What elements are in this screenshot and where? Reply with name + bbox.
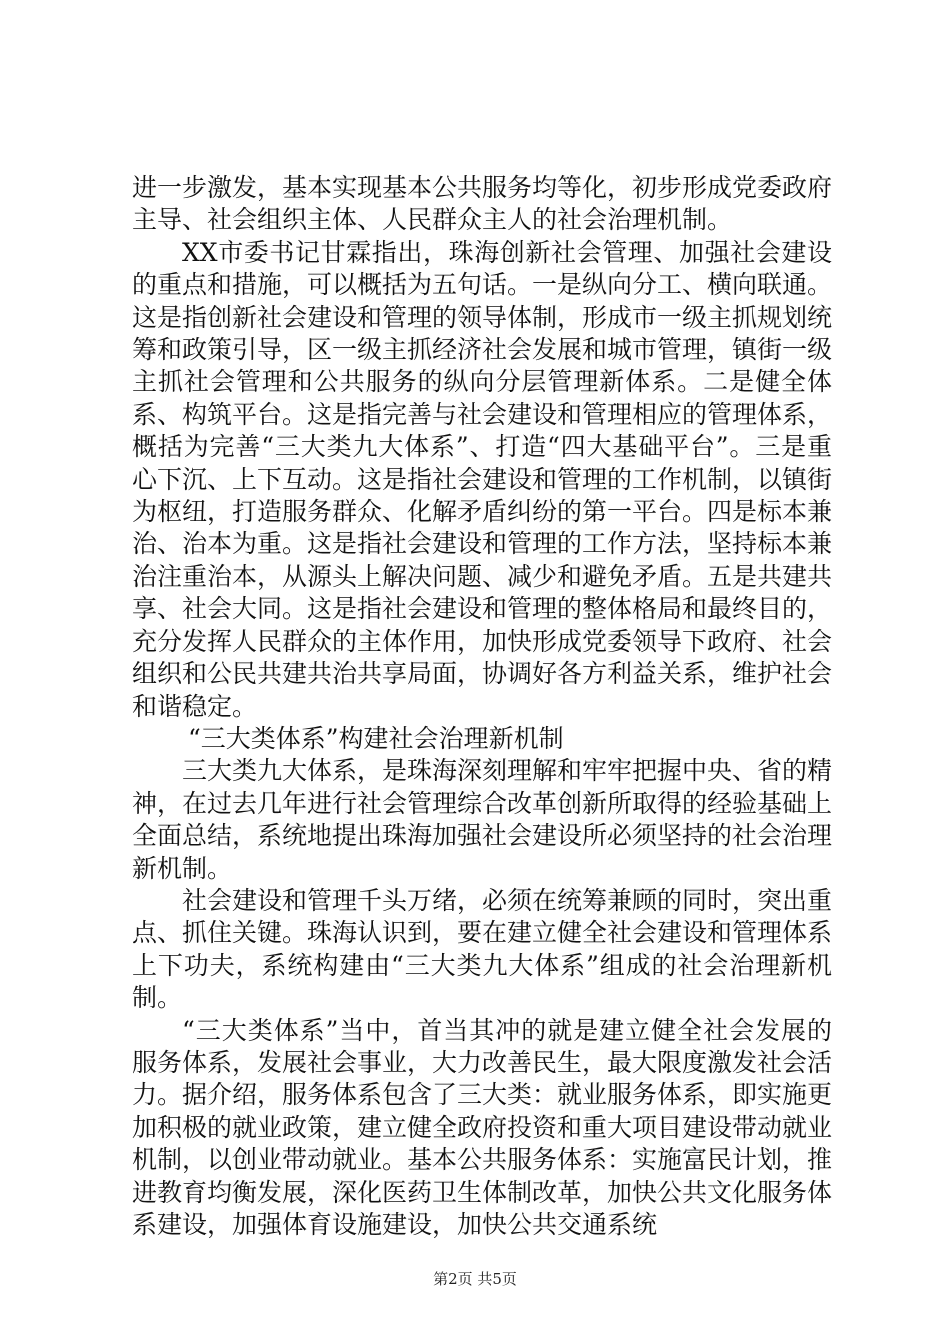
page-footer bbox=[0, 1268, 950, 1289]
section-heading: “三大类体系”构建社会治理新机制 bbox=[188, 723, 564, 753]
page-number-label: 第2页 共5页 bbox=[433, 1270, 517, 1288]
document-body bbox=[132, 172, 832, 1241]
paragraph-key-points: 社会建设和管理千头万绪，必须在统筹兼顾的同时，突出重点、抓住关键。珠海认识到，要在建立健全社会建设和管理体系上下功夫，系统构建由“三大类九大体系”组成的社会治理新机制。 bbox=[132, 885, 833, 1013]
paragraph-continuation: 进一步激发，基本实现基本公共服务均等化，初步形成党委政府主导、社会组织主体、人民群众主人的社会治理机制。 bbox=[132, 173, 833, 235]
paragraph-nine-systems: 三大类九大体系，是珠海深刻理解和牢牢把握中央、省的精神，在过去几年进行社会管理综合改革创新所取得的经验基础上全面总结，系统地提出珠海加强社会建设所必须坚持的社会治理新机制。 bbox=[132, 756, 833, 883]
paragraph-five-points: XX市委书记甘霖指出，珠海创新社会管理、加强社会建设的重点和措施，可以概括为五句话。一是纵向分工、横向联通。这是指创新社会建设和管理的领导体制，形成市一级主抓规划统筹和政策引导，区一级主抓经济社会发展和城市管理，镇街一级主抓社会管理和公共服务的纵向分层管理新体系。二是健全体系、构筑平台。这是指完善与社会建设和管理相应的管理体系，概括为完善“三大类九大体系”、打造“四大基础平台”。三是重心下沉、上下互动。这是指社会建设和管理的工作机制，以镇街为枢纽，打造服务群众、化解矛盾纠纷的第一平台。四是标本兼治、治本为重。这是指社会建设和管理的工作方法，坚持标本兼治注重治本，从源头上解决问题、减少和避免矛盾。五是共建共享、社会大同。这是指社会建设和管理的整体格局和最终目的，充分发挥人民群众的主体作用，加快形成党委领导下政府、社会组织和公民共建共治共享局面，协调好各方利益关系，维护社会和谐稳定。 bbox=[132, 237, 833, 721]
paragraph-service-system: “三大类体系”当中，首当其冲的就是建立健全社会发展的服务体系，发展社会事业，大力改善民生，最大限度激发社会活力。据介绍，服务体系包含了三大类：就业服务体系，即实施更加积极的就业政策，建立健全政府投资和重大项目建设带动就业机制，以创业带动就业。基本公共服务体系：实施富民计划，推进教育均衡发展，深化医药卫生体制改革，加快公共文化服务体系建设，加强体育设施建设，加快公共交通系统 bbox=[132, 1015, 833, 1239]
